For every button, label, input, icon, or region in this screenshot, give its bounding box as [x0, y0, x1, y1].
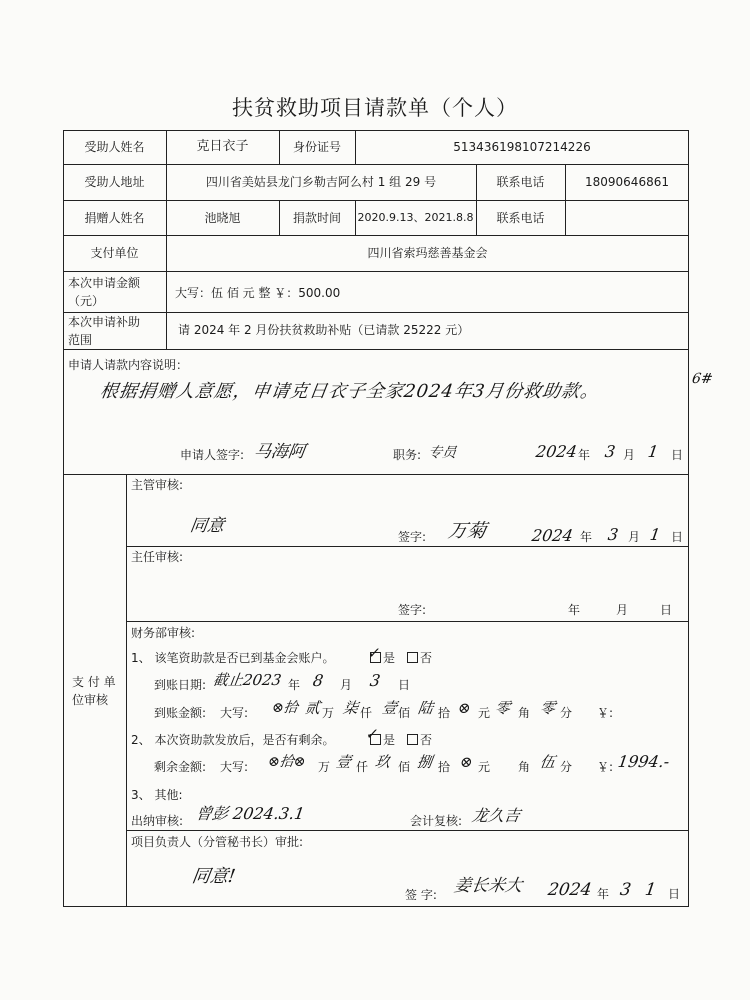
checkbox-no-2: [407, 734, 432, 746]
applicant-signature-label: 申请人签字:: [180, 448, 245, 462]
recipient-address-value: 四川省美姑县龙门乡勒吉阿么村 1 组 29 号: [205, 175, 437, 189]
month-label: 月: [623, 448, 636, 462]
unit-label: 仟: [356, 760, 369, 774]
supervisor-date-month: 3: [606, 525, 620, 544]
row-divider: [63, 474, 689, 475]
finance-question-2: 2、 本次资助款发放后，是否有剩余。: [131, 733, 335, 747]
unit-label: 拾: [438, 706, 451, 720]
request-amount-value: 大写：伍 佰 元 整 ￥：500.00: [175, 286, 341, 300]
project-lead-date-year: 2024: [546, 880, 593, 900]
col-divider: [565, 164, 566, 235]
subsidy-scope-value: 请 2024 年 2 月份扶贫救助补贴（已请款 25222 元）: [178, 323, 470, 337]
yen-label: ￥:: [597, 706, 614, 720]
day-label: 日: [398, 678, 411, 692]
checkbox-icon: [407, 734, 418, 745]
remain-digit-hw: ⊗: [458, 753, 474, 771]
checkbox-no-1: [407, 652, 432, 664]
request-amount-label: 本次申请金额: [68, 276, 141, 290]
remaining-amount-label: 剩余金额:: [154, 760, 207, 774]
unit-label: 万: [318, 760, 331, 774]
day-label: 日: [668, 887, 681, 901]
id-number-value: 513436198107214226: [453, 140, 591, 154]
amount-digit-hw: ⊗拾: [270, 700, 299, 716]
arrival-date-day: 3: [368, 671, 382, 690]
amount-digit-hw: 零: [538, 699, 557, 717]
recipient-address-label: 受助人地址: [84, 175, 145, 189]
cashier-review-label: 出纳审核:: [131, 814, 184, 828]
id-number-label: 身份证号: [292, 140, 341, 154]
year-label: 年: [597, 887, 610, 901]
project-lead-date-day: 1: [643, 880, 658, 900]
remain-digit-hw: 壹: [334, 753, 353, 771]
checkbox-no-label: 否: [420, 651, 433, 665]
accountant-review-label: 会计复核:: [410, 814, 463, 828]
applicant-date-year: 2024: [534, 442, 579, 461]
unit-label: 角: [518, 760, 531, 774]
recipient-name-value: 克日衣子: [196, 139, 249, 154]
supervisor-sign-label: 签字:: [398, 530, 427, 544]
day-label: 日: [660, 603, 673, 617]
recipient-name-label: 受助人姓名: [84, 140, 145, 154]
remain-digit-hw: 捌: [415, 753, 434, 771]
applicant-signature: 马海阿: [252, 442, 307, 462]
yen-label: ￥:: [597, 760, 614, 774]
unit-label: 仟: [360, 706, 373, 720]
unit-label: 元: [478, 760, 491, 774]
row-divider: [126, 546, 689, 547]
director-sign-label: 签字:: [398, 603, 427, 617]
row-divider: [63, 235, 689, 236]
row-divider: [63, 312, 689, 313]
capital-label: 大写:: [220, 760, 249, 774]
supervisor-date-day: 1: [648, 525, 662, 544]
row-divider: [63, 164, 689, 165]
remaining-amount-figure: 1994.-: [616, 752, 671, 771]
margin-note: 6#: [690, 371, 714, 387]
remain-digit-hw: ⊗拾⊗: [266, 754, 307, 770]
remain-digit-hw: 玖: [373, 753, 392, 771]
year-label: 年: [580, 530, 593, 544]
amount-digit-hw: 柒: [341, 699, 360, 717]
payer-label: 支付单位: [90, 246, 139, 260]
year-label: 年: [568, 603, 581, 617]
checkbox-no-label: 否: [420, 733, 433, 747]
finance-question-3: 3、 其他:: [131, 788, 183, 802]
project-lead-label: 项目负责人（分管秘书长）审批:: [131, 835, 304, 849]
capital-label: 大写:: [220, 706, 249, 720]
project-lead-signature: 姜长米大: [452, 876, 524, 896]
unit-label: 佰: [398, 706, 411, 720]
arrival-date-month: 8: [311, 671, 325, 690]
donation-time-value: 2020.9.13、2021.8.8: [357, 211, 474, 224]
finance-question-1: 1、 该笔资助款是否已到基金会账户。: [131, 651, 335, 665]
cashier-signature: 曾彭 2024.3.1: [194, 804, 306, 823]
checkbox-icon: [407, 652, 418, 663]
row-divider: [126, 621, 689, 622]
check-mark-icon: ✓: [366, 644, 382, 662]
col-divider: [476, 164, 477, 235]
supervisor-opinion: 同意: [188, 516, 226, 536]
row-divider: [63, 349, 689, 350]
col-divider: [126, 474, 127, 907]
applicant-date-day: 1: [646, 442, 660, 461]
arrival-amount-label: 到账金额:: [154, 706, 207, 720]
amount-digit-hw: 陆: [416, 699, 435, 717]
row-divider: [63, 271, 689, 272]
arrival-date-label: 到账日期:: [154, 678, 207, 692]
unit-label: 分: [560, 760, 573, 774]
month-label: 月: [616, 603, 629, 617]
phone-value: 18090646861: [585, 175, 669, 189]
project-lead-date-month: 3: [618, 880, 633, 900]
month-label: 月: [340, 678, 353, 692]
payer-value: 四川省索玛慈善基金会: [367, 246, 488, 260]
month-label: 月: [628, 530, 641, 544]
applicant-date-month: 3: [603, 442, 617, 461]
review-section-label: 支 付 单: [72, 675, 116, 689]
amount-digit-hw: 贰: [303, 699, 322, 717]
unit-label: 万: [322, 706, 335, 720]
year-label: 年: [288, 678, 301, 692]
arrival-date-year: 截止2023: [211, 671, 283, 689]
request-amount-unit: （元）: [68, 294, 105, 308]
unit-label: 拾: [438, 760, 451, 774]
supervisor-review-label: 主管审核:: [131, 478, 184, 492]
remain-digit-hw: 伍: [538, 753, 557, 771]
supervisor-signature: 万菊: [446, 520, 488, 542]
duty-value: 专员: [426, 445, 458, 461]
phone-label: 联系电话: [496, 175, 545, 189]
donor-name-label: 捐赠人姓名: [84, 211, 145, 225]
year-label: 年: [578, 448, 591, 462]
applicant-section-header: 申请人请款内容说明：: [68, 358, 189, 372]
amount-digit-hw: 壹: [380, 699, 399, 717]
finance-review-label: 财务部审核:: [131, 626, 196, 640]
amount-digit-hw: 零: [493, 699, 512, 717]
day-label: 日: [671, 530, 684, 544]
donation-time-label: 捐款时间: [292, 211, 341, 225]
director-review-label: 主任审核:: [131, 550, 184, 564]
review-section-label-2: 位审核: [72, 693, 109, 707]
unit-label: 元: [478, 706, 491, 720]
check-mark-icon: ✓: [364, 725, 380, 743]
donor-phone-label: 联系电话: [496, 211, 545, 225]
unit-label: 分: [560, 706, 573, 720]
row-divider: [126, 830, 689, 831]
subsidy-scope-label: 本次申请补助: [68, 315, 141, 329]
duty-label: 职务:: [393, 448, 422, 462]
unit-label: 佰: [398, 760, 411, 774]
project-lead-opinion: 同意!: [190, 866, 237, 887]
row-divider: [63, 200, 689, 201]
applicant-request-content: 根据捐赠人意愿，申请克日衣子全家2024年3月份救助款。: [98, 381, 601, 402]
day-label: 日: [671, 448, 684, 462]
accountant-signature: 龙久吉: [470, 806, 522, 825]
project-lead-sign-label: 签 字:: [405, 888, 437, 902]
unit-label: 角: [518, 706, 531, 720]
supervisor-date-year: 2024: [530, 526, 575, 545]
subsidy-scope-label-2: 范围: [68, 333, 93, 347]
form-title: 扶贫救助项目请款单（个人）: [232, 96, 518, 120]
col-divider: [166, 271, 167, 349]
checkbox-yes-label: 是: [383, 733, 396, 747]
checkbox-yes-label: 是: [383, 651, 396, 665]
donor-name-value: 池晓旭: [204, 211, 241, 225]
amount-digit-hw: ⊗: [456, 699, 472, 717]
